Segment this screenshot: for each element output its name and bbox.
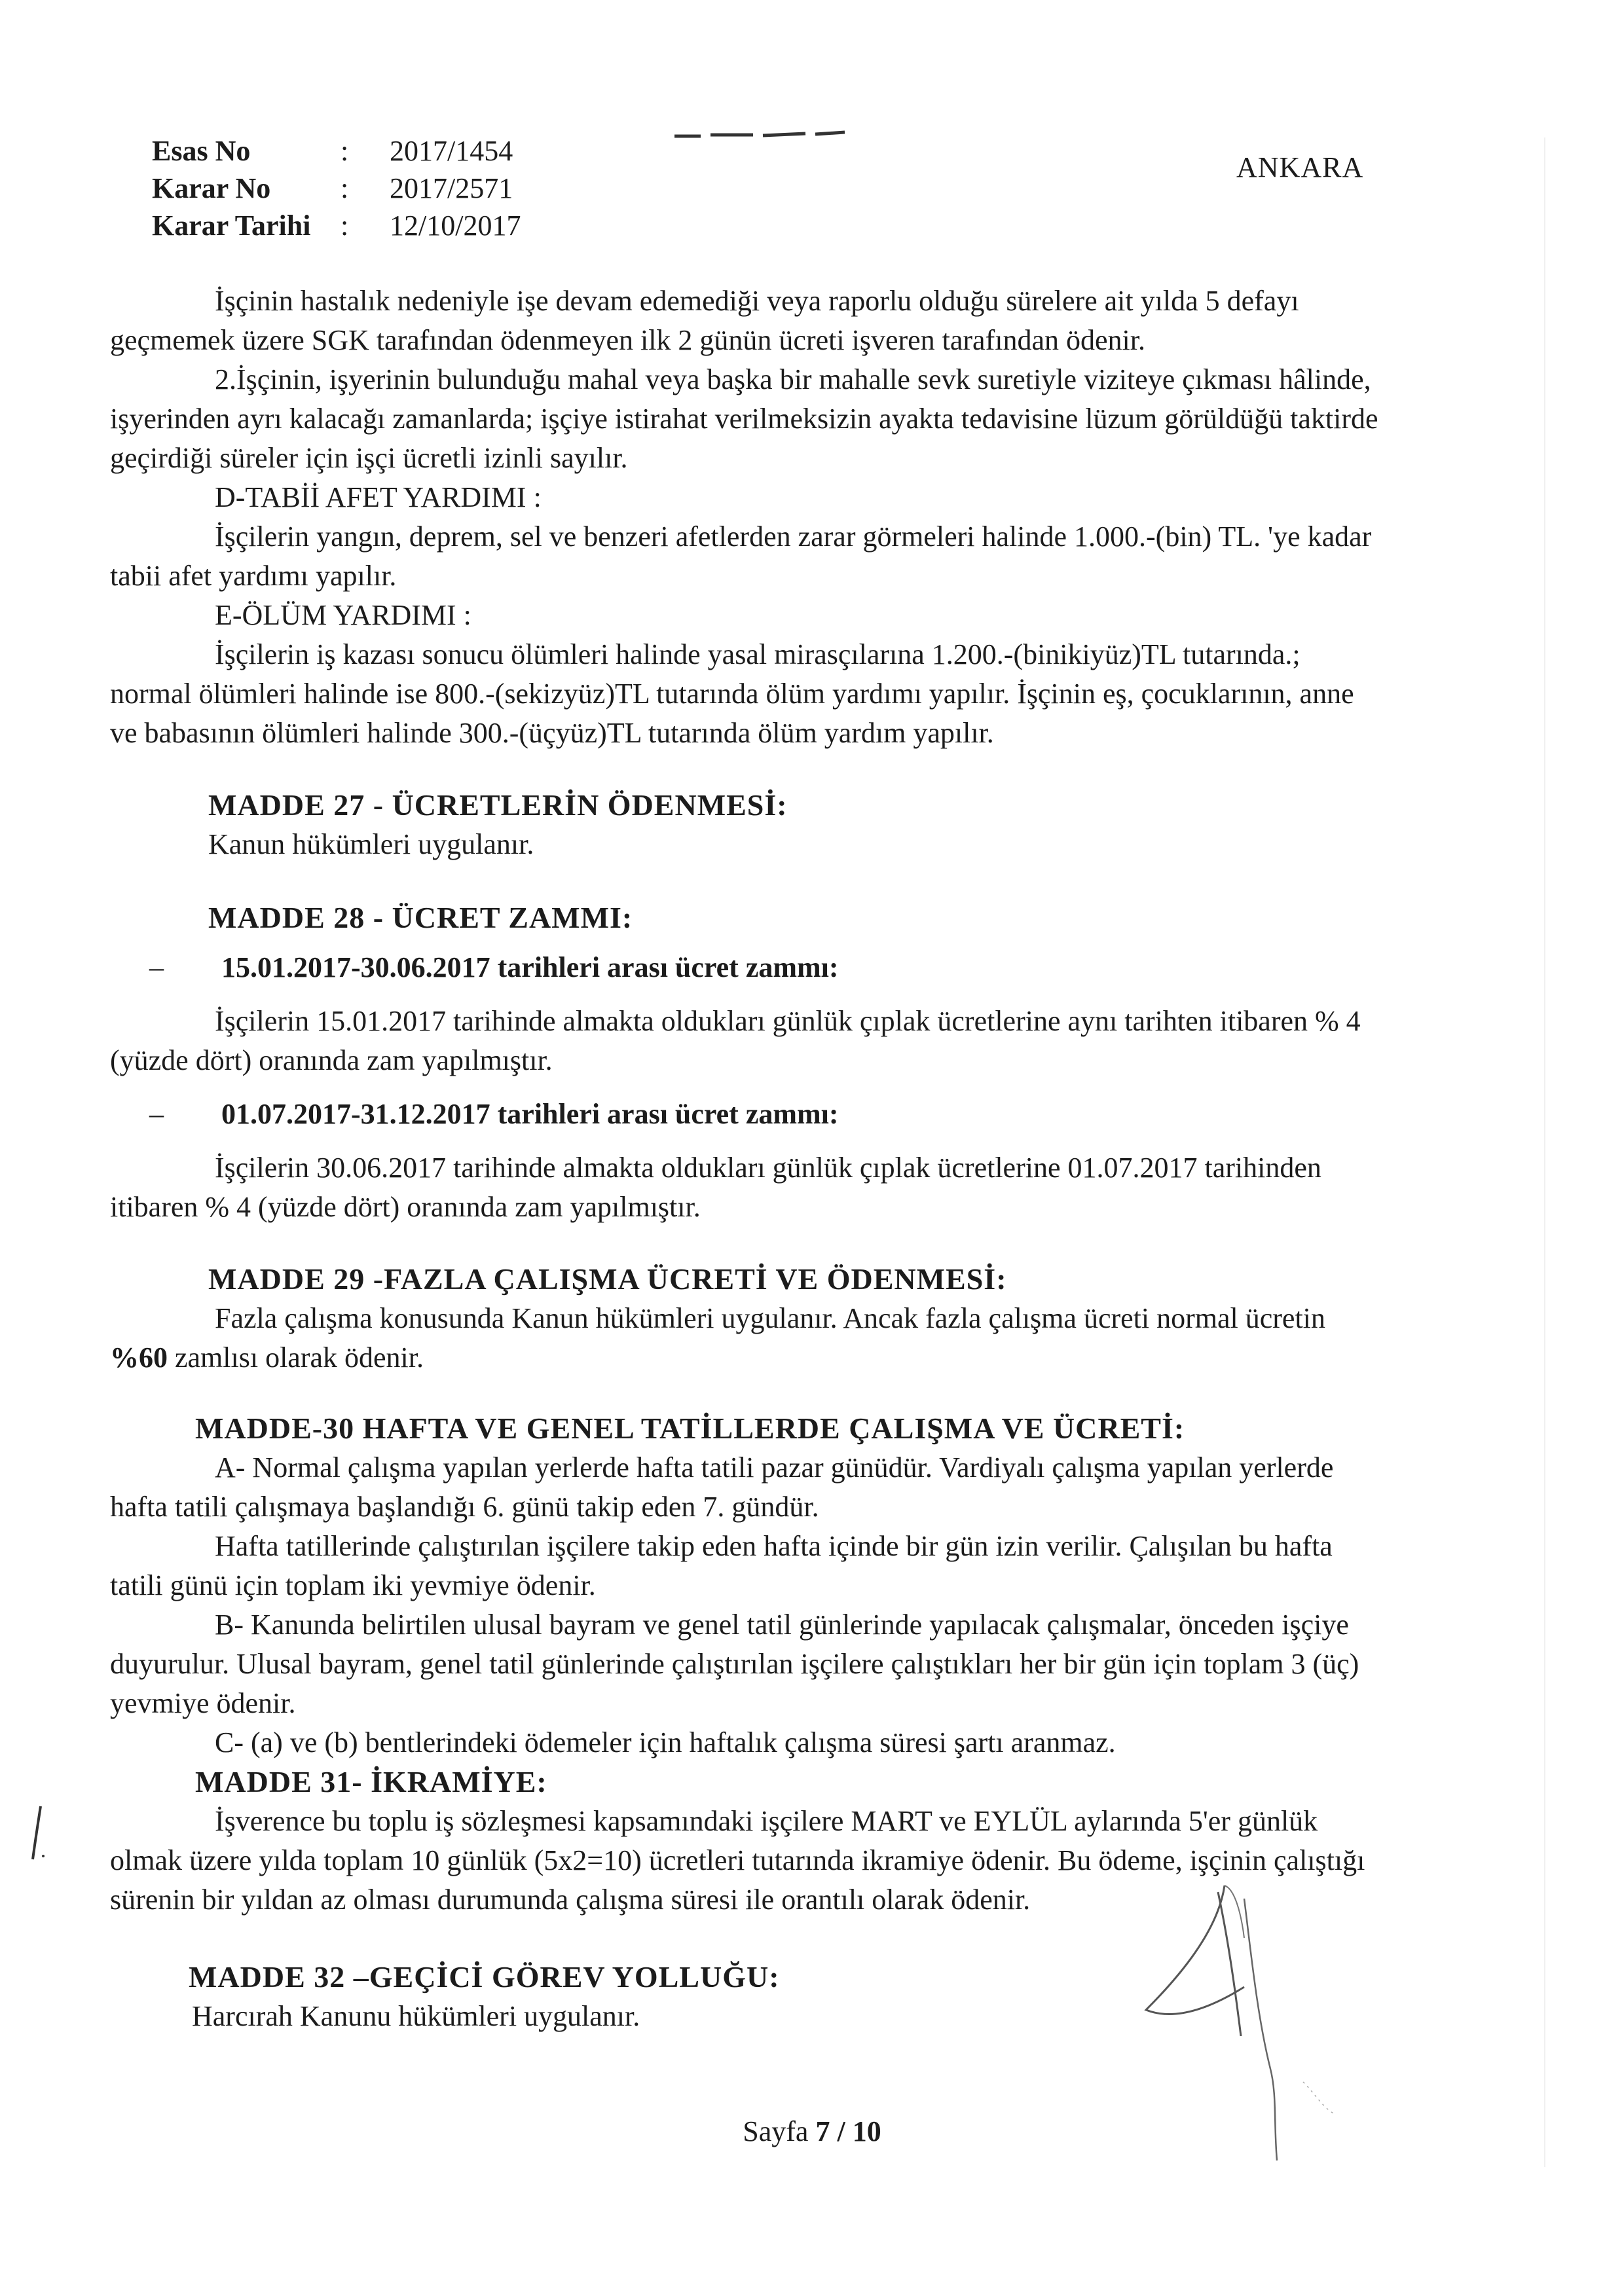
article-31-text: İşverence bu toplu iş sözleşmesi kapsamındaki işçilere MART ve EYLÜL aylarında 5'er günlük olmak üzere yılda toplam 10 günlük (5x2=10) ücretleri tutarında ikramiye ödenir. Bu ödeme, işçinin çalıştığı sürenin bir yıldan az olması durumunda çalışma süresi ile orantılı olarak ödenir. (110, 1805, 1365, 1916)
paragraph-visit: 2.İşçinin, işyerinin bulunduğu mahal veya başka bir mahalle sevk suretiyle viziteye çıkması hâlinde, işyerinden ayrı kalacağı zamanlarda; işçiye istirahat verilmeksizin ayakta tedavisine lüzum görüldüğü taktirde geçirdiği süreler için işçi ücretli izinli sayılır. (110, 363, 1378, 474)
article-28-bullet-1 (110, 948, 1387, 987)
esas-no-value: 2017/1454 (390, 135, 513, 167)
karar-no-value: 2017/2571 (390, 172, 513, 204)
article-28-bullet-1-title: 15.01.2017-30.06.2017 tarihleri arası ücret zammı: (221, 951, 839, 983)
article-28-bullet-2-title: 01.07.2017-31.12.2017 tarihleri arası ücret zammı: (221, 1098, 839, 1130)
margin-pen-mark (26, 1804, 52, 1866)
karar-no-label: Karar No (152, 172, 271, 204)
page-number-prefix: Sayfa (743, 2115, 816, 2147)
scan-edge-line (1544, 137, 1545, 2167)
article-27-heading: MADDE 27 - ÜCRETLERİN ÖDENMESİ: (208, 788, 788, 822)
article-32-heading: MADDE 32 –GEÇİCİ GÖREV YOLLUĞU: (189, 1960, 780, 1994)
cut-off-header-mark (674, 128, 858, 141)
section-title-natural-disaster: D-TABİİ AFET YARDIMI : (215, 481, 542, 513)
paragraph-death-aid: İşçilerin iş kazası sonucu ölümleri halinde yasal mirasçılarına 1.200.-(binikiyüz)TL tutarında.; normal ölümleri halinde ise 800.-(sekizyüz)TL tutarında ölüm yardımı yapılır. İşçinin eş, çocuklarının, anne ve babasının ölümleri halinde 300.-(üçyüz)TL tutarında ölüm yardım yapılır. (110, 638, 1354, 749)
article-29-heading: MADDE 29 -FAZLA ÇALIŞMA ÜCRETİ VE ÖDENMESİ: (208, 1262, 1007, 1296)
section-title-death-aid: E-ÖLÜM YARDIMI : (215, 599, 471, 631)
esas-no-label: Esas No (152, 135, 251, 167)
article-29-text (110, 1299, 1387, 1377)
article-30-part-a-2: Hafta tatillerinde çalıştırılan işçilere takip eden hafta içinde bir gün izin verilir. Çalışılan bu hafta tatili günü için toplam iki yevmiye ödenir. (110, 1530, 1333, 1601)
article-30-heading: MADDE-30 HAFTA VE GENEL TATİLLERDE ÇALIŞMA VE ÜCRETİ: (195, 1412, 1185, 1445)
colon: : (341, 210, 349, 242)
article-31-heading: MADDE 31- İKRAMİYE: (195, 1765, 547, 1798)
paragraph-natural-disaster: İşçilerin yangın, deprem, sel ve benzeri afetlerden zarar görmeleri halinde 1.000.-(bin) TL. 'ye kadar tabii afet yardımı yapılır. (110, 520, 1372, 592)
article-30-part-a: A- Normal çalışma yapılan yerlerde hafta tatili pazar günüdür. Vardiyalı çalışma yapılan yerlerde hafta tatili çalışmaya başlandığı 6. günü takip eden 7. gündür. (110, 1451, 1334, 1523)
article-28-bullet-1-text: İşçilerin 15.01.2017 tarihinde almakta oldukları günlük çıplak ücretlerine aynı tarihten itibaren % 4 (yüzde dört) oranında zam yapılmıştır. (110, 1005, 1361, 1076)
karar-tarihi-label: Karar Tarihi (152, 210, 311, 242)
article-29-text-b: zamlısı olarak ödenir. (168, 1341, 424, 1374)
colon: : (341, 172, 349, 204)
karar-tarihi-value: 12/10/2017 (390, 210, 521, 242)
page-footer (0, 2115, 1624, 2148)
article-30-part-b: B- Kanunda belirtilen ulusal bayram ve genel tatil günlerinde yapılacak çalışmalar, önceden işçiye duyurulur. Ulusal bayram, genel tatil günlerinde çalıştırılan işçilere çalıştıkları her bir gün için toplam 3 (üç) yevmiye ödenir. (110, 1609, 1359, 1719)
dash-bullet: – (149, 951, 164, 983)
document-body (110, 282, 1387, 2036)
article-27-text: Kanun hükümleri uygulanır. (208, 828, 534, 860)
article-29-rate: %60 (110, 1341, 168, 1374)
paragraph-sick-leave: İşçinin hastalık nedeniyle işe devam edemediği veya raporlu olduğu sürelere ait yılda 5 defayı geçmemek üzere SGK tarafından ödenmeyen ilk 2 günün ücreti işveren tarafından ödenir. (110, 285, 1299, 356)
city-name: ANKARA (1236, 151, 1364, 183)
colon: : (341, 135, 349, 167)
article-28-bullet-2 (110, 1095, 1387, 1134)
dash-bullet: – (149, 1098, 164, 1130)
article-28-heading: MADDE 28 - ÜCRET ZAMMI: (208, 901, 633, 934)
article-28-bullet-2-text: İşçilerin 30.06.2017 tarihinde almakta oldukları günlük çıplak ücretlerine 01.07.2017 tarihinden itibaren % 4 (yüzde dört) oranında zam yapılmıştır. (110, 1152, 1321, 1223)
article-29-text-a: Fazla çalışma konusunda Kanun hükümleri uygulanır. Ancak fazla çalışma ücreti normal ücretin (215, 1302, 1325, 1334)
page-number: 7 / 10 (815, 2115, 881, 2147)
article-32-text: Harcırah Kanunu hükümleri uygulanır. (192, 2000, 640, 2032)
article-30-part-c: C- (a) ve (b) bentlerindeki ödemeler için haftalık çalışma süresi şartı aranmaz. (215, 1726, 1116, 1758)
